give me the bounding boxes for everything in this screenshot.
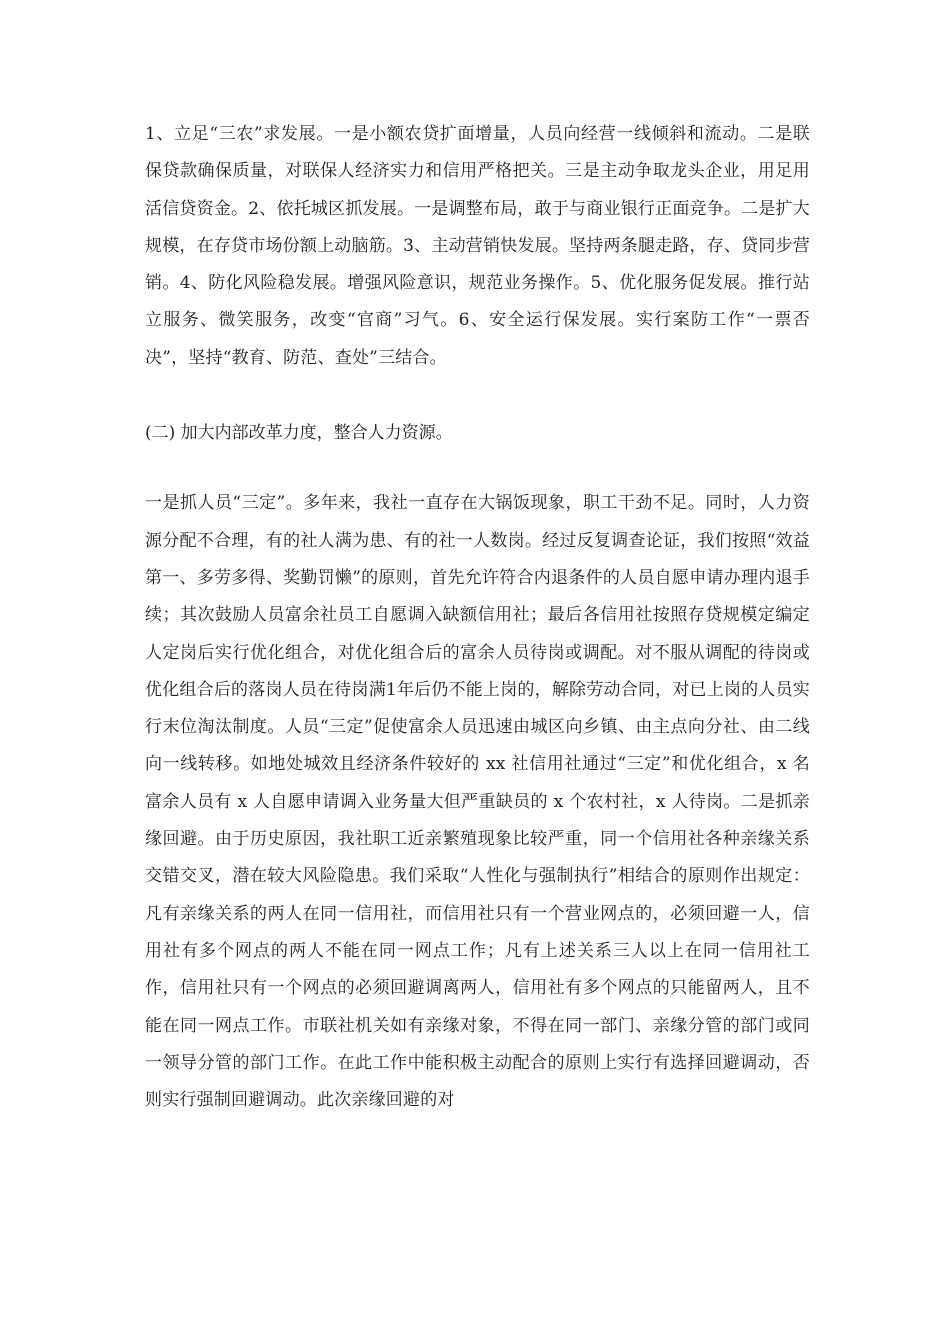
section-heading-internal-reform: (二) 加大内部改革力度，整合人力资源。 [145, 423, 453, 444]
document-page [145, 116, 810, 1119]
paragraph-three-rural-development: 1、立足“三农”求发展。一是小额农贷扩面增量，人员向经营一线倾斜和流动。二是联保贷款确保质量，对联保人经济实力和信用严格把关。三是主动争取龙头企业，用足用活信贷资金。2、依托城区抓发展。一是调整布局，敢于与商业银行正面竞争。二是扩大规模，在存贷市场份额上动脑筋。3、主动营销快发展。坚持两条腿走路，存、贷同步营销。4、防化风险稳发展。增强风险意识，规范业务操作。5、优化服务促发展。推行站立服务、微笑服务，改变“官商”习气。6、安全运行保发展。实行案防工作“一票否决”，坚持“教育、防范、查处”三结合。 [145, 124, 810, 368]
paragraph-spacer [145, 452, 810, 485]
paragraph-human-resources: 一是抓人员“三定”。多年来，我社一直存在大锅饭现象，职工干劲不足。同时，人力资源分配不合理，有的社人满为患、有的社一人数岗。经过反复调查论证，我们按照“效益第一、多劳多得、奖勤罚懒”的原则，首先允许符合内退条件的人员自愿申请办理内退手续；其次鼓励人员富余社员工自愿调入缺额信用社；最后各信用社按照存贷规模定编定人定岗后实行优化组合，对优化组合后的富余人员待岗或调配。对不服从调配的待岗或优化组合后的落岗人员在待岗满1年后仍不能上岗的，解除劳动合同，对已上岗的人员实行末位淘汰制度。人员“三定”促使富余人员迅速由城区向乡镇、由主点向分社、由二线向一线转移。如地处城效且经济条件较好的 xx 社信用社通过“三定”和优化组合，x 名富余人员有 x 人自愿申请调入业务量大但严重缺员的 x 个农村社，x 人待岗。二是抓亲缘回避。由于历史原因，我社职工近亲繁殖现象比较严重，同一个信用社各种亲缘关系交错交叉，潜在较大风险隐患。我们采取“人性化与强制执行”相结合的原则作出规定：凡有亲缘关系的两人在同一信用社，而信用社只有一个营业网点的，必须回避一人，信用社有多个网点的两人不能在同一网点工作；凡有上述关系三人以上在同一信用社工作，信用社只有一个网点的必须回避调离两人，信用社有多个网点的只能留两人，且不能在同一网点工作。市联社机关如有亲缘对象，不得在同一部门、亲缘分管的部门或同一领导分管的部门工作。在此工作中能积极主动配合的原则上实行有选择回避调动，否则实行强制回避调动。此次亲缘回避的对 [145, 493, 810, 1111]
paragraph-spacer [145, 377, 810, 415]
